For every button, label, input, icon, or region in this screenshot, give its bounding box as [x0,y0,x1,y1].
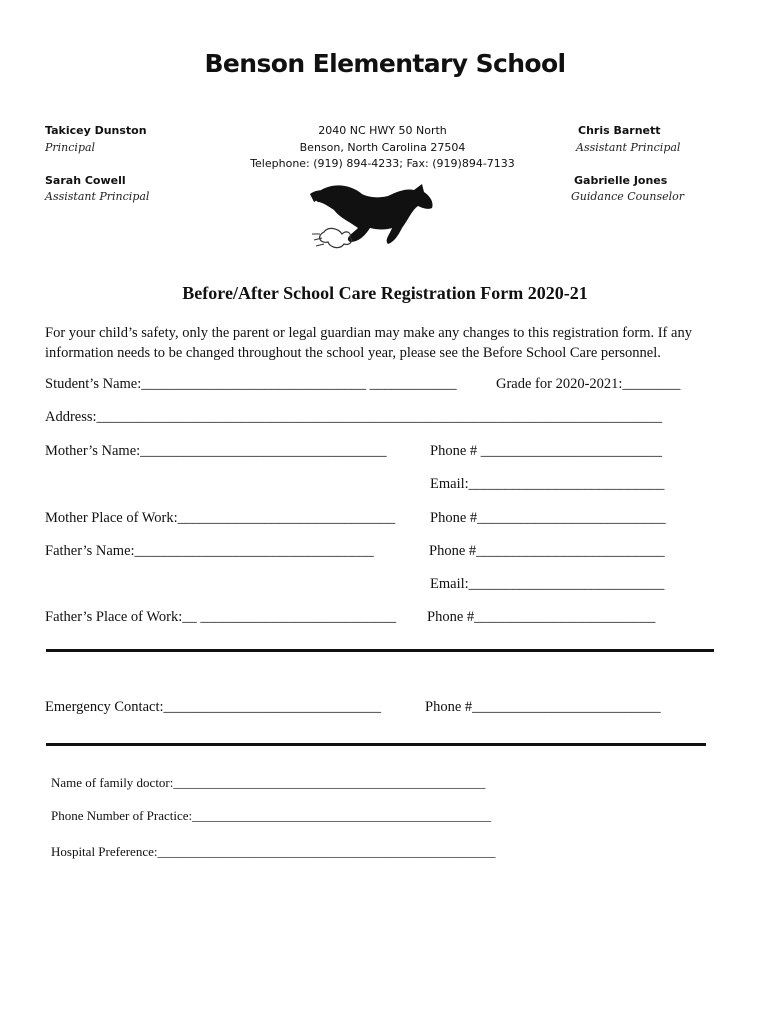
mother-work-field[interactable]: Mother Place of Work:______________________________ [45,510,396,526]
father-phone-field[interactable]: Phone #__________________________ [429,543,665,559]
address-field[interactable]: Address:______________________________________________________________________________ [45,409,663,425]
mother-work-phone-field[interactable]: Phone #__________________________ [430,510,666,526]
emergency-contact-field[interactable]: Emergency Contact:______________________________ [45,699,382,715]
mother-phone-field[interactable]: Phone # _________________________ [430,443,662,459]
father-work-phone-field[interactable]: Phone #_________________________ [427,609,656,625]
address-line-1: 2040 NC HWY 50 North [318,124,447,137]
guidance-counselor-role: Guidance Counselor [571,190,685,203]
assistant-principal-name-left: Sarah Cowell [45,174,126,187]
assistant-principal-name-right: Chris Barnett [578,124,661,137]
section-divider [46,743,706,746]
principal-role: Principal [45,141,96,154]
grade-field[interactable]: Grade for 2020-2021:________ [496,376,681,392]
telephone-fax-line: Telephone: (919) 894-4233; Fax: (919)894-7133 [250,157,515,170]
assistant-principal-role-right: Assistant Principal [576,141,681,154]
mother-email-field[interactable]: Email:___________________________ [430,476,665,492]
guidance-counselor-name: Gabrielle Jones [574,174,668,187]
section-divider [46,649,714,652]
mustang-mascot-logo [310,180,440,258]
father-work-field[interactable]: Father’s Place of Work:__ ___________________________ [45,609,397,625]
form-title: Before/After School Care Registration Form 2020-21 [182,283,588,303]
school-name: Benson Elementary School [204,49,566,78]
address-line-2: Benson, North Carolina 27504 [299,141,466,154]
practice-phone-field[interactable]: Phone Number of Practice:______________________________________________ [51,808,492,823]
student-name-field[interactable]: Student’s Name:_______________________________ ____________ [45,376,457,392]
emergency-phone-field[interactable]: Phone #__________________________ [425,699,661,715]
intro-paragraph: For your child’s safety, only the parent or legal guardian may make any changes to this registration form. If any information needs to be changed throughout the school year, please see the Before School Care personnel. [45,325,692,361]
father-name-field[interactable]: Father’s Name:_________________________________ [45,543,374,559]
father-email-field[interactable]: Email:___________________________ [430,576,665,592]
hospital-preference-field[interactable]: Hospital Preference:____________________________________________________ [51,844,496,859]
mother-name-field[interactable]: Mother’s Name:__________________________________ [45,443,387,459]
principal-name: Takicey Dunston [45,124,147,137]
family-doctor-field[interactable]: Name of family doctor:________________________________________________ [51,775,486,790]
assistant-principal-role-left: Assistant Principal [45,190,150,203]
